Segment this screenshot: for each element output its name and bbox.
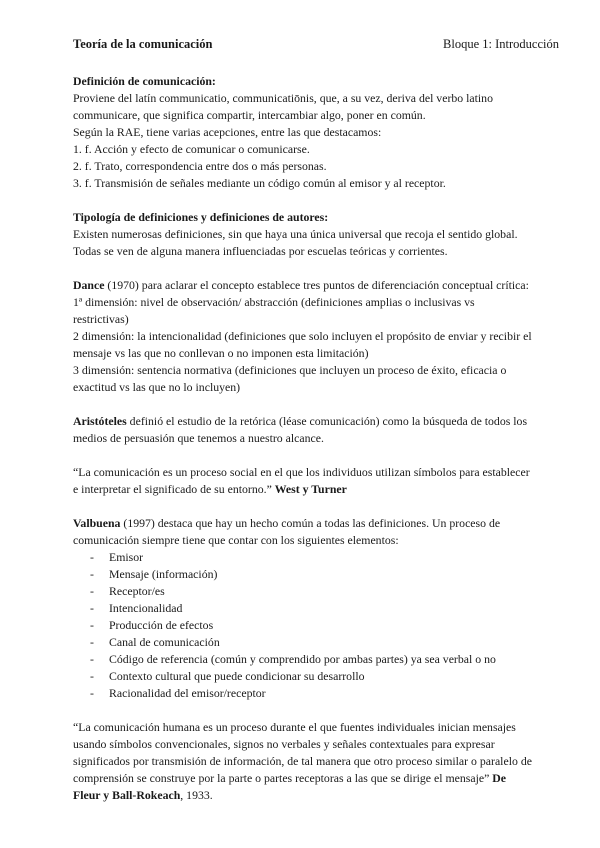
typology-text: Existen numerosas definiciones, sin que haya una única universal que recoja el sentido global. Todas se ven de alguna manera influenciadas por escuelas teóricas y corrientes. [73,227,518,258]
dash-bullet: - [90,652,94,666]
list-item-text: Receptor/es [109,584,165,598]
definition-section [73,73,533,192]
dash-bullet: - [90,550,94,564]
list-item [73,583,533,600]
definition-heading: Definición de comunicación: [73,74,216,88]
valbuena-intro-text: (1997) destaca que hay un hecho común a todas las definiciones. Un proceso de comunicación siempre tiene que contar con los siguientes elementos: [73,516,501,547]
list-item-text: Emisor [109,550,144,564]
list-item-text: Código de referencia (común y comprendido por ambas partes) ya sea verbal o no [109,652,496,666]
list-item-text: Mensaje (información) [109,567,218,581]
valbuena-section [73,515,533,702]
list-item [73,651,533,668]
valbuena-intro [73,515,533,549]
list-item-text: Producción de efectos [109,618,214,632]
dance-point-2: 2 dimensión: la intencionalidad (definiciones que solo incluyen el propósito de enviar y recibir el mensaje vs las que no conllevan o no imponen esta limitación) [73,329,532,360]
list-item-text: Racionalidad del emisor/receptor [109,686,266,700]
definition-meaning-3: 3. f. Transmisión de señales mediante un código común al emisor y al receptor. [73,176,446,190]
page-header [73,36,559,53]
typology-heading: Tipología de definiciones y definiciones de autores: [73,210,329,224]
dance-point-1: 1ª dimensión: nivel de observación/ abstracción (definiciones amplias o inclusivas vs restrictivas) [73,295,475,326]
dash-bullet: - [90,669,94,683]
definition-etymology: Proviene del latín communicatio, communicatiōnis, que, a su vez, deriva del verbo latino communicare, que significa compartir, intercambiar algo, poner en común. [73,91,493,122]
definition-rae-intro: Según la RAE, tiene varias acepciones, entre las que destacamos: [73,125,382,139]
dance-point-3: 3 dimensión: sentencia normativa (definiciones que incluyen un proceso de éxito, eficacia o exactitud vs las que no lo incluyen) [73,363,507,394]
aristotle-body: definió el estudio de la retórica (léase comunicación) como la búsqueda de todos los medios de persuasión que tenemos a nuestro alcance. [73,414,528,445]
list-item [73,685,533,702]
valbuena-author: Valbuena [73,516,121,530]
list-item [73,634,533,651]
dash-bullet: - [90,601,94,615]
list-item [73,668,533,685]
list-item [73,566,533,583]
west-turner-quote [73,464,533,498]
dash-bullet: - [90,567,94,581]
definition-meaning-1: 1. f. Acción y efecto de comunicar o comunicarse. [73,142,310,156]
list-item [73,600,533,617]
defleur-author: De Fleur y Ball-Rokeach [73,771,507,802]
list-item [73,549,533,566]
west-turner-section [73,464,533,498]
defleur-quote [73,719,533,804]
definition-meaning-2: 2. f. Trato, correspondencia entre dos o más personas. [73,159,327,173]
document-page [73,36,559,821]
aristotle-text [73,413,533,447]
dance-section [73,277,533,396]
dance-intro [73,277,533,294]
list-item-text: Canal de comunicación [109,635,220,649]
block-label: Bloque 1: Introducción [443,37,559,51]
document-title: Teoría de la comunicación [73,37,213,51]
communication-elements-list [73,549,533,702]
west-turner-quote-text: “La comunicación es un proceso social en el que los individuos utilizan símbolos para establecer e interpretar el significado de su entorno.” [73,465,530,496]
west-turner-author: West y Turner [274,482,347,496]
list-item-text: Intencionalidad [109,601,183,615]
aristotle-section [73,413,533,447]
dance-intro-text: (1970) para aclarar el concepto establece tres puntos de diferenciación conceptual crítica: [104,278,529,292]
dash-bullet: - [90,635,94,649]
dash-bullet: - [90,584,94,598]
defleur-section [73,719,533,804]
defleur-year: , 1933. [180,788,213,802]
defleur-quote-text: “La comunicación humana es un proceso durante el que fuentes individuales inician mensajes usando símbolos convencionales, signos no verbales y señales contextuales para expresar significados por transmisión de información, de tal manera que otro proceso similar o paralelo de comprensión se construye por la parte o partes receptoras a las que se dirige el mensaje” [73,720,532,785]
dash-bullet: - [90,686,94,700]
dash-bullet: - [90,618,94,632]
dance-author: Dance [73,278,105,292]
aristotle-author: Aristóteles [73,414,127,428]
typology-section [73,209,533,260]
list-item-text: Contexto cultural que puede condicionar su desarrollo [109,669,365,683]
list-item [73,617,533,634]
